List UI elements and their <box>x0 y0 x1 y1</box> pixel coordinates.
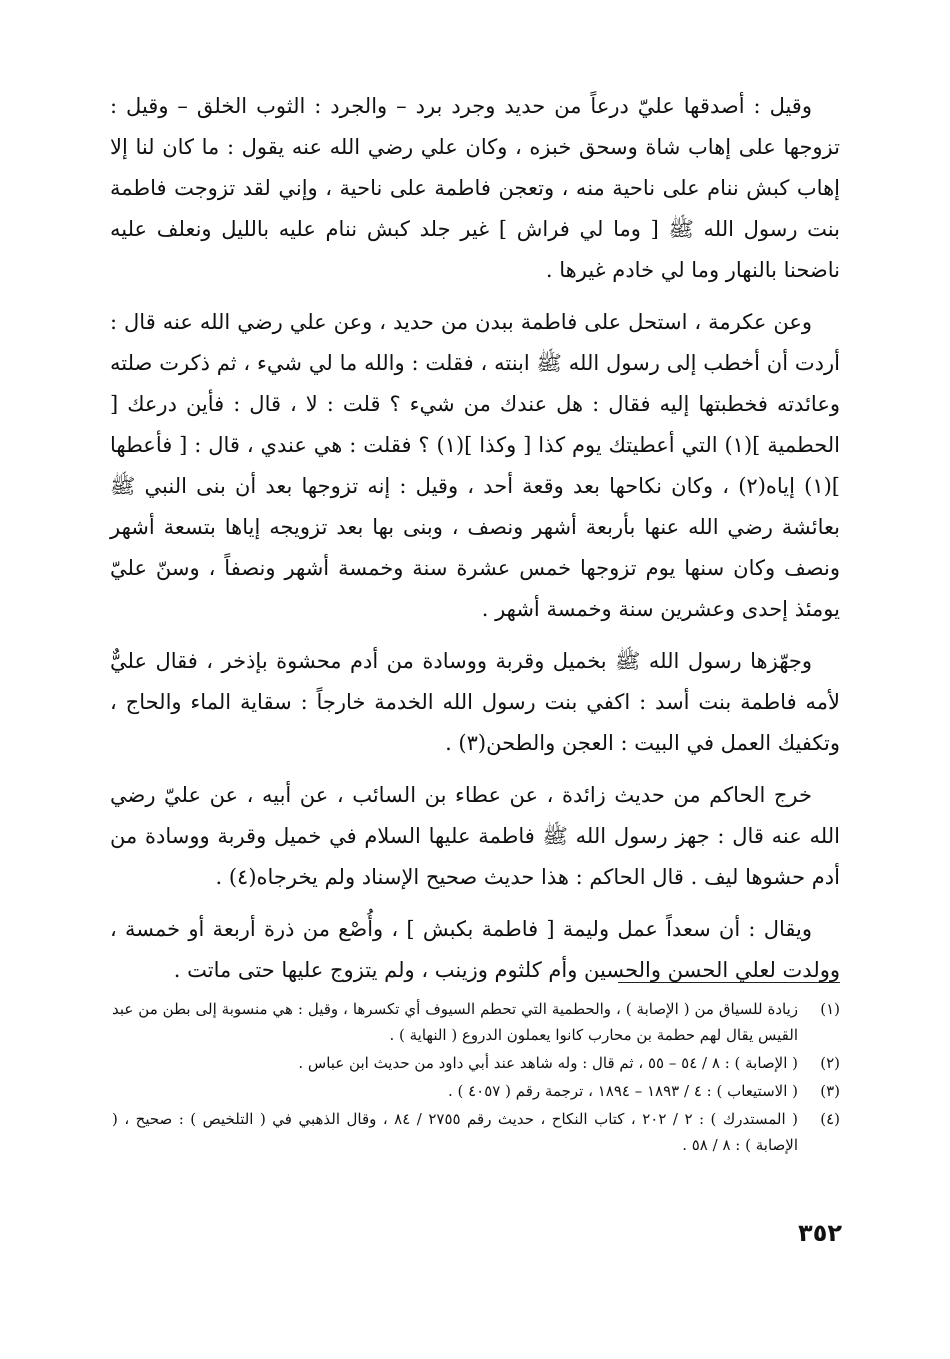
footnote-text: ( الاستيعاب ) : ٤ / ١٨٩٣ – ١٨٩٤ ، ترجمة رقم ( ٤٠٥٧ ) . <box>447 1082 798 1100</box>
footnote-text: زيادة للسياق من ( الإصابة ) ، والحطمية التي تحطم السيوف أي تكسرها ، وقيل : هي منسوبة إلى بطن من عبد القيس يقال لهم حطمة بن محارب كانوا يعملون الدروع ( النهاية ) . <box>112 1000 798 1044</box>
body-paragraph: وجهّزها رسول الله ﷺ بخميل وقربة ووسادة من أدم محشوة بإذخر ، فقال عليٌّ لأمه فاطمة بنت أسد : اكفي بنت رسول الله الخدمة خارجاً : سقاية الماء والحاج ، وتكفيك العمل في البيت : العجن والطحن(٣) . <box>110 649 840 755</box>
body-paragraph: خرج الحاكم من حديث زائدة ، عن عطاء بن السائب ، عن أبيه ، عن عليّ رضي الله عنه قال : جهز رسول الله ﷺ فاطمة عليها السلام في خميل وقربة ووسادة من أدم حشوها ليف . قال الحاكم : هذا حديث صحيح الإسناد ولم يخرجاه(٤) . <box>110 783 840 889</box>
footnote-item <box>112 996 840 1048</box>
footnote-item <box>112 1106 840 1158</box>
body-paragraph: وقيل : أصدقها عليّ درعاً من حديد وجرد برد – والجرد : الثوب الخلق – وقيل : تزوجها على إهاب شاة وسحق خبزه ، وكان علي رضي الله عنه يقول : ما كان لنا إلا إهاب كبش ننام على ناحية منه ، وتعجن فاطمة على ناحية ، وإني لقد تزوجت فاطمة بنت رسول الله ﷺ [ وما لي فراش ] غير جلد كبش ننام عليه بالليل ونعلف عليه ناضحنا بالنهار وما لي خادم غيرها . <box>110 94 840 282</box>
footnotes-section <box>112 996 840 1160</box>
footnote-number: (٣) <box>820 1082 840 1100</box>
footnote-text: ( المستدرك ) : ٢ / ٢٠٢ ، كتاب النكاح ، حديث رقم ٢٧٥٥ / ٨٤ ، وقال الذهبي في ( التلخيص ) : صحيح ، ( الإصابة ) : ٨ / ٥٨ . <box>112 1110 799 1154</box>
main-text-body <box>110 86 840 1002</box>
page-number: ٣٥٢ <box>798 1219 842 1247</box>
footnote-text: ( الإصابة ) : ٨ / ٥٤ – ٥٥ ، ثم قال : وله شاهد عند أبي داود من حديث ابن عباس . <box>298 1054 798 1072</box>
footnote-item <box>112 1078 840 1104</box>
footnote-separator <box>618 982 840 983</box>
footnote-item <box>112 1050 840 1076</box>
footnote-number: (٤) <box>820 1110 840 1128</box>
footnote-number: (٢) <box>820 1054 840 1072</box>
body-paragraph: ويقال : أن سعداً عمل وليمة [ فاطمة بكبش ] ، وأُصْع من ذرة أربعة أو خمسة ، وولدت لعلي الحسن والحسين وأم كلثوم وزينب ، ولم يتزوج عليها حتى ماتت . <box>110 917 840 982</box>
footnote-number: (١) <box>820 1000 840 1018</box>
body-paragraph: وعن عكرمة ، استحل على فاطمة ببدن من حديد ، وعن علي رضي الله عنه قال : أردت أن أخطب إلى رسول الله ﷺ ابنته ، فقلت : والله ما لي شيء ، ثم ذكرت صلته وعائدته فخطبتها إليه فقال : هل عندك من شيء ؟ قلت : لا ، قال : فأين درعك [ الحطمية ](١) التي أعطيتك يوم كذا [ وكذا ](١) ؟ فقلت : هي عندي ، قال : [ فأعطها ](١) إياه(٢) ، وكان نكاحها بعد وقعة أحد ، وقيل : إنه تزوجها بعد أن بنى النبي ﷺ بعائشة رضي الله عنها بأربعة أشهر ونصف ، وبنى بها بعد تزويجه إياها بتسعة أشهر ونصف وكان سنها يوم تزوجها خمس عشرة سنة وخمسة أشهر ونصفاً ، وسنّ عليّ يومئذ إحدى وعشرين سنة وخمسة أشهر . <box>110 310 840 621</box>
